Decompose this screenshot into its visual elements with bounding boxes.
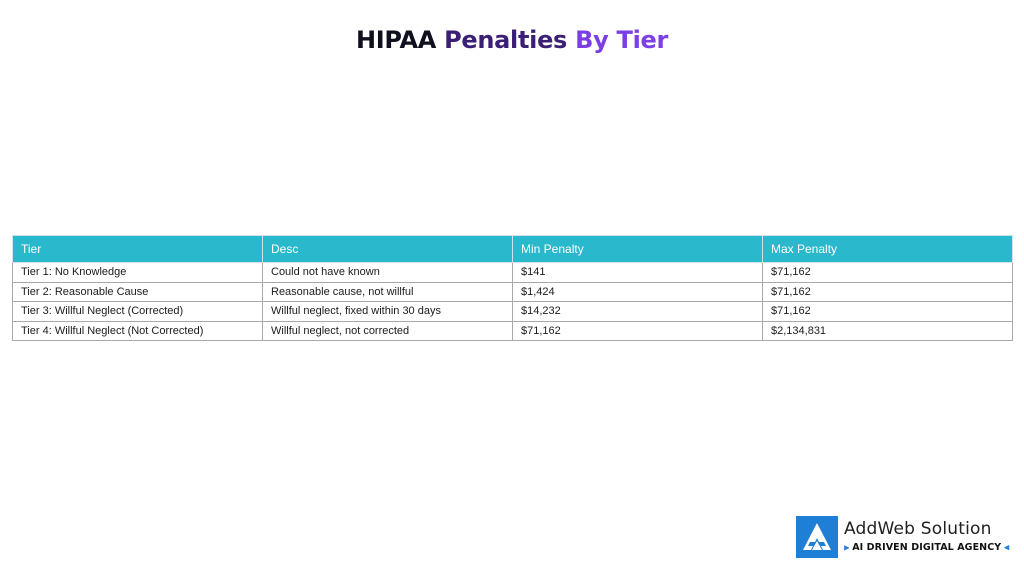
table-row <box>13 263 1013 283</box>
table-row <box>13 302 1013 322</box>
table-row <box>13 282 1013 302</box>
cell-tier: Tier 3: Willful Neglect (Corrected) <box>13 302 263 322</box>
header-desc: Desc <box>263 236 513 263</box>
speed-lines-icon: ⫷ <box>1004 542 1010 553</box>
table-header-row <box>13 236 1013 263</box>
header-tier: Tier <box>13 236 263 263</box>
brand-name: AddWeb Solution <box>844 519 992 539</box>
cell-max-penalty: $2,134,831 <box>763 321 1013 341</box>
title-word-by-tier: By Tier <box>575 26 669 54</box>
cell-desc: Willful neglect, fixed within 30 days <box>263 302 513 322</box>
cell-tier: Tier 4: Willful Neglect (Not Corrected) <box>13 321 263 341</box>
header-max-penalty: Max Penalty <box>763 236 1013 263</box>
cell-max-penalty: $71,162 <box>763 263 1013 283</box>
cell-max-penalty: $71,162 <box>763 282 1013 302</box>
title-word-hipaa: HIPAA <box>355 26 437 54</box>
penalties-table <box>12 235 1013 341</box>
cell-desc: Willful neglect, not corrected <box>263 321 513 341</box>
table-row <box>13 321 1013 341</box>
cell-min-penalty: $1,424 <box>513 282 763 302</box>
cell-min-penalty: $141 <box>513 263 763 283</box>
header-min-penalty: Min Penalty <box>513 236 763 263</box>
brand-tagline-text: AI DRIVEN DIGITAL AGENCY <box>852 542 1002 553</box>
cell-max-penalty: $71,162 <box>763 302 1013 322</box>
cell-desc: Reasonable cause, not willful <box>263 282 513 302</box>
cell-min-penalty: $14,232 <box>513 302 763 322</box>
cell-min-penalty: $71,162 <box>513 321 763 341</box>
cell-desc: Could not have known <box>263 263 513 283</box>
cell-tier: Tier 1: No Knowledge <box>13 263 263 283</box>
brand-logo-icon <box>796 516 838 558</box>
cell-tier: Tier 2: Reasonable Cause <box>13 282 263 302</box>
title-word-penalties: Penalties <box>444 26 568 54</box>
speed-lines-icon: ⫸ <box>844 542 850 553</box>
brand-tagline <box>844 542 1009 553</box>
page-title <box>0 26 1024 54</box>
